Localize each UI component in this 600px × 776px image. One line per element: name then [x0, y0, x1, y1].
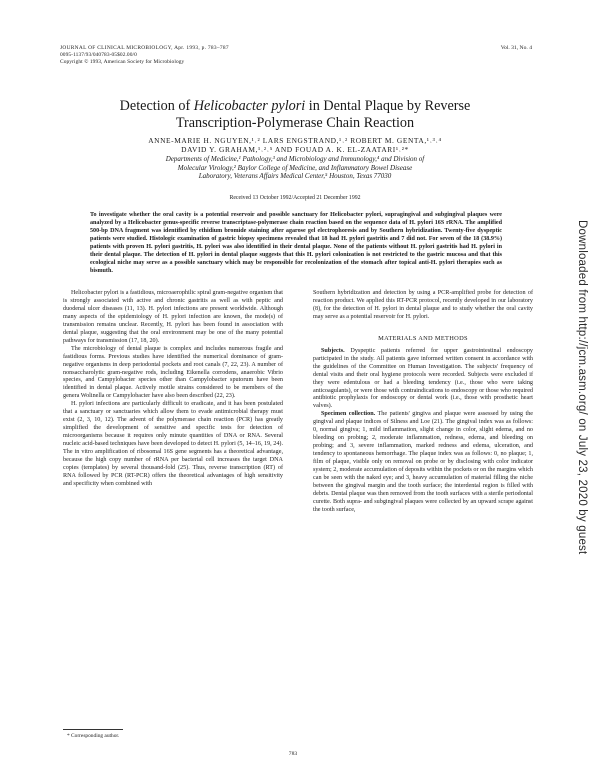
intro-paragraph-3: H. pylori infections are particularly difficult to eradicate, and it has been postulated that a sanctuary or sanctuaries which allow them to evade antimicrobial therapy must exist (2, 3, 10, 12). The advent of the polymerase chain reaction (PCR) has greatly simplified the development of sensitive and specific tests for detection of microorganisms because it requires only minute quantities of DNA or RNA. Several nucleic acid-based techniques have been developed to detect H. pylori (5, 14–16, 19, 24). The in vitro amplification of ribosomal 16S gene segments has a theoretical advantage, because the high copy number of rRNA per bacterial cell increases the target DNA copies (templates) by several thousand-fold (25). Thus, reverse transcription (RT) of RNA followed by PCR (RT-PCR) offers the theoretical advantages of high sensitivity and specificity when combined with [63, 401, 283, 487]
title-part-2: in Dental Plaque by Reverse [305, 98, 471, 114]
received-dates: Received 13 October 1992/Accepted 21 December 1992 [229, 195, 361, 201]
download-prefix: Downloaded from [576, 220, 588, 317]
issn: 0095-1137/93/040783-05$02.00/0 [60, 52, 137, 58]
specimen-paragraph [313, 411, 533, 514]
authors-line-2: DAVID Y. GRAHAM,¹˒²˒⁵ AND FOUAD A. K. EL-ZAATARI¹˒²* [181, 145, 409, 155]
footnote: * Corresponding author. [67, 733, 120, 739]
specimen-text: The patients' gingiva and plaque were assessed by using the gingival and plaque indices of Silness and Loe (21). The gingival index was as follows: 0, normal gingiva; 1, mild inflammation, slight change in color, slight edema, and no bleeding on probing; 2, moderate inflammation, redness, edema, and bleeding on probing; and 3, severe inflammation, marked redness and edema, ulceration, and tendency to spontaneous hemorrhage. The plaque index was as follows: 0, no plaque; 1, film of plaque, visible only on removal on probe or by disclosing with color indicator system; 2, moderate accumulation of deposits within the pockets or on the margins which can be seen with the naked eye; and 3, heavy accumulation of material filling the niche between the gingival margin and the tooth surface; the interdental region is filled with debris. Dental plaque was then removed from the tooth surfaces with a sterile periodontal curette. Both supra- and subgingival plaques were collected by an upward scrape against the tooth surface, [313, 411, 533, 513]
footnote-divider [63, 729, 123, 730]
title-part-1: Detection of [119, 98, 194, 114]
title-line-2: Transcription-Polymerase Chain Reaction [175, 115, 415, 131]
copyright: Copyright © 1993, American Society for Microbiology [60, 59, 185, 65]
right-column [313, 290, 533, 515]
download-link[interactable]: http://jcm.asm.org/ [576, 316, 588, 415]
subjects-text: Dyspeptic patients referred for upper gastrointestinal endoscopy participated in the study. All patients gave informed written consent in accordance with the guidelines of the Committee on Human Investigation. The subjects' frequency of dental visits and their oral hygiene protocols were recorded. Subjects were excluded if they were edentulous or had a bleeding tendency (i.e., those who were taking anticoagulants), or were those with contraindications to endoscopy or those who required antibiotic prophylaxis for endoscopy or dental work (i.e., those with prosthetic heart valves). [313, 347, 533, 410]
specimen-subheading: Specimen collection. [321, 411, 376, 418]
affiliation-line-1: Departments of Medicine,¹ Pathology,³ and Microbiology and Immunology,⁴ and Division of [165, 155, 425, 163]
authors-line-1: ANNE-MARIE H. NGUYEN,¹˒² LARS ENGSTRAND,¹˒² ROBERT M. GENTA,¹˒³˒⁴ [148, 136, 442, 145]
download-suffix: on July 23, 2020 by guest [576, 414, 588, 555]
subjects-subheading: Subjects. [321, 347, 345, 354]
download-notice [576, 220, 588, 554]
author-list [60, 136, 530, 155]
subjects-paragraph [313, 348, 533, 412]
intro-paragraph-1: Helicobacter pylori is a fastidious, microaerophilic spiral gram-negative organism that is strongly associated with active and chronic gastritis as well as with peptic and duodenal ulcer diseases (11, 13). H. pylori infections are present worldwide. Although many aspects of the epidemiology of H. pylori infection are known, the mode(s) of transmission remains unclear. Recently, H. pylori has been found in association with dental plaque, suggesting that the oral environment may be one of the many potential pathways for transmission (17, 18, 20). [63, 290, 284, 344]
page-number: 783 [288, 751, 298, 757]
section-heading-methods: MATERIALS AND METHODS [378, 334, 468, 342]
left-column [63, 290, 283, 489]
journal-header [60, 45, 390, 66]
affiliation-line-2: Molecular Virology,² Baylor College of Medicine, and Inflammatory Bowel Disease [177, 163, 413, 172]
intro-paragraph-4: Southern hybridization and detection by using a PCR-amplified probe for detection of reaction product. We applied this RT-PCR protocol, recently developed in our laboratory (8), for the detection of H. pylori in dental plaque and to study whether the oral cavity may serve as a potential reservoir for H. pylori. [313, 290, 533, 320]
journal-citation: JOURNAL OF CLINICAL MICROBIOLOGY, Apr. 1993, p. 783–787 [60, 45, 229, 51]
title-organism: Helicobacter pylori [193, 98, 306, 114]
volume-info: Vol. 31, No. 4 [500, 45, 532, 51]
affiliation-line-3: Laboratory, Veterans Affairs Medical Center,⁵ Houston, Texas 77030 [198, 172, 392, 181]
article-title [60, 98, 530, 132]
affiliations [96, 155, 494, 181]
intro-paragraph-2: The microbiology of dental plaque is complex and includes numerous fragile and fastidious forms. Previous studies have identified the numerical dominance of gram-negative organisms in deep periodontal pockets and root canals (7, 22, 23). A number of nonsaccharolytic gram-negative rods, including Eikenella corrodens, anaerobic Vibrio species, and Campylobacter species other than Campylobacter sputorum have been identified in dental plaque. Actively motile strains considered to be members of the genera Wolinella or Campylobacter have also been described (22, 23). [63, 345, 283, 400]
abstract: To investigate whether the oral cavity is a potential reservoir and possible sanctuary for Helicobacter pylori, supragingival and subgingival plaques were analyzed by a Helicobacter genus-specific reverse transcriptase-polymerase chain reaction based on the sequence data of H. pylori 16S rRNA. The amplified 500-bp DNA fragment was identified by ethidium bromide staining after agarose gel electrophoresis and by Southern hybridization. Twenty-five dyspeptic patients were studied. Histologic examination of gastric biopsy specimens revealed that 18 had H. pylori gastritis and 7 did not. For seven of the 18 (38.9%) patients with proven H. pylori gastritis, H. pylori was also identified in their dental plaque. None of the patients without H. pylori gastritis had H. pylori in their dental plaque. The detection of H. pylori in dental plaque suggests that this H. pylori colonization is not restricted to the gastric mucosa and that this ecological niche may serve as a possible sanctuary which may be responsible for recolonization of the stomach after topical anti-H. pylori therapies such as bismuth. [90, 212, 502, 274]
